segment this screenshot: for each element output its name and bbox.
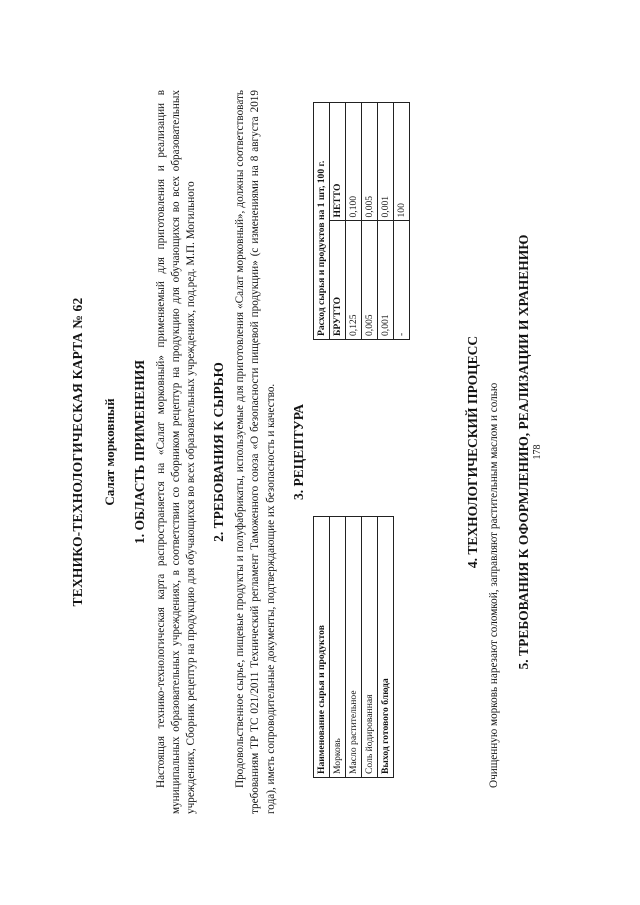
table-row [361, 103, 377, 340]
table-header-row [313, 103, 329, 340]
document-page [60, 82, 580, 822]
ingredient-name: Масло растительное [345, 517, 361, 778]
ingredient-name: Выход готового блюда [377, 517, 393, 778]
table-row [377, 103, 393, 340]
section-requirements-text: Продовольственное сырье, пищевые продукты и полуфабрикаты, используемые для приготовления «Салат морковный», должны соответствовать требованиям ТР ТС 021/2011 Технический регламент Таможенного союза «О безопасности пищевой продукции» (с изменениями на 8 августа 2019 года), иметь сопроводительные документы, подтверждающие их безопасность и качество. [234, 90, 277, 814]
table-header-row [313, 517, 329, 778]
table-row [345, 517, 361, 778]
dish-name: Салат морковный [102, 398, 117, 506]
table-row [377, 517, 393, 778]
gross-value: 0,001 [377, 221, 393, 340]
ingredient-amounts-table [313, 102, 410, 340]
recipe-tables [313, 90, 453, 814]
document-title: ТЕХНИКО-ТЕХНОЛОГИЧЕСКАЯ КАРТА № 62 [70, 297, 85, 607]
gross-value: 0,005 [361, 221, 377, 340]
section-scope-text: Настоящая технико-технологическая карта распространяется на «Салат морковный» применяемый для приготовления и реализации в муниципальных образовательных учреждениях, в соответствии со сборником рецептур на продукцию для обучающихся во всех образовательных учреждениях, Сборник рецептур на продукцию для обучающихся во всех образовательных учреждениях, под.ред. М.П. Могильного [155, 90, 198, 814]
section-process-heading: 4. ТЕХНОЛОГИЧЕСКИЙ ПРОЦЕСС [464, 335, 480, 569]
ingredient-name: Морковь [329, 517, 345, 778]
net-value: 0,100 [345, 103, 361, 222]
ingredient-name: Соль йодированная [361, 517, 377, 778]
consumption-header: Расход сырья и продуктов на 1 шт, 100 г. [313, 103, 329, 340]
gross-value: 0,125 [345, 221, 361, 340]
ingredient-names-table [313, 516, 394, 778]
net-value: 0,001 [377, 103, 393, 222]
table-header-row [329, 103, 345, 340]
page-number: 178 [532, 444, 543, 460]
net-value: 100 [393, 103, 409, 222]
gross-value: - [393, 221, 409, 340]
section-serving-heading: 5. ТРЕБОВАНИЯ К ОФОРМЛЕНИЮ, РЕАЛИЗАЦИИ И ХРАНЕНИЮ [515, 234, 531, 670]
net-header: НЕТТО [329, 103, 345, 222]
section-recipe-heading: 3. РЕЦЕПТУРА [290, 404, 306, 500]
table-row [393, 103, 409, 340]
table-row [329, 517, 345, 778]
section-scope-heading: 1. ОБЛАСТЬ ПРИМЕНЕНИЯ [132, 359, 147, 545]
table-row [345, 103, 361, 340]
names-header: Наименование сырья и продуктов [313, 517, 329, 778]
table-row [361, 517, 377, 778]
gross-header: БРУТТО [329, 221, 345, 340]
section-process-text: Очищенную морковь нарезают соломкой, заправляют растительным маслом и солью [487, 382, 500, 788]
net-value: 0,005 [361, 103, 377, 222]
section-requirements-heading: 2. ТРЕБОВАНИЯ К СЫРЬЮ [211, 362, 227, 542]
